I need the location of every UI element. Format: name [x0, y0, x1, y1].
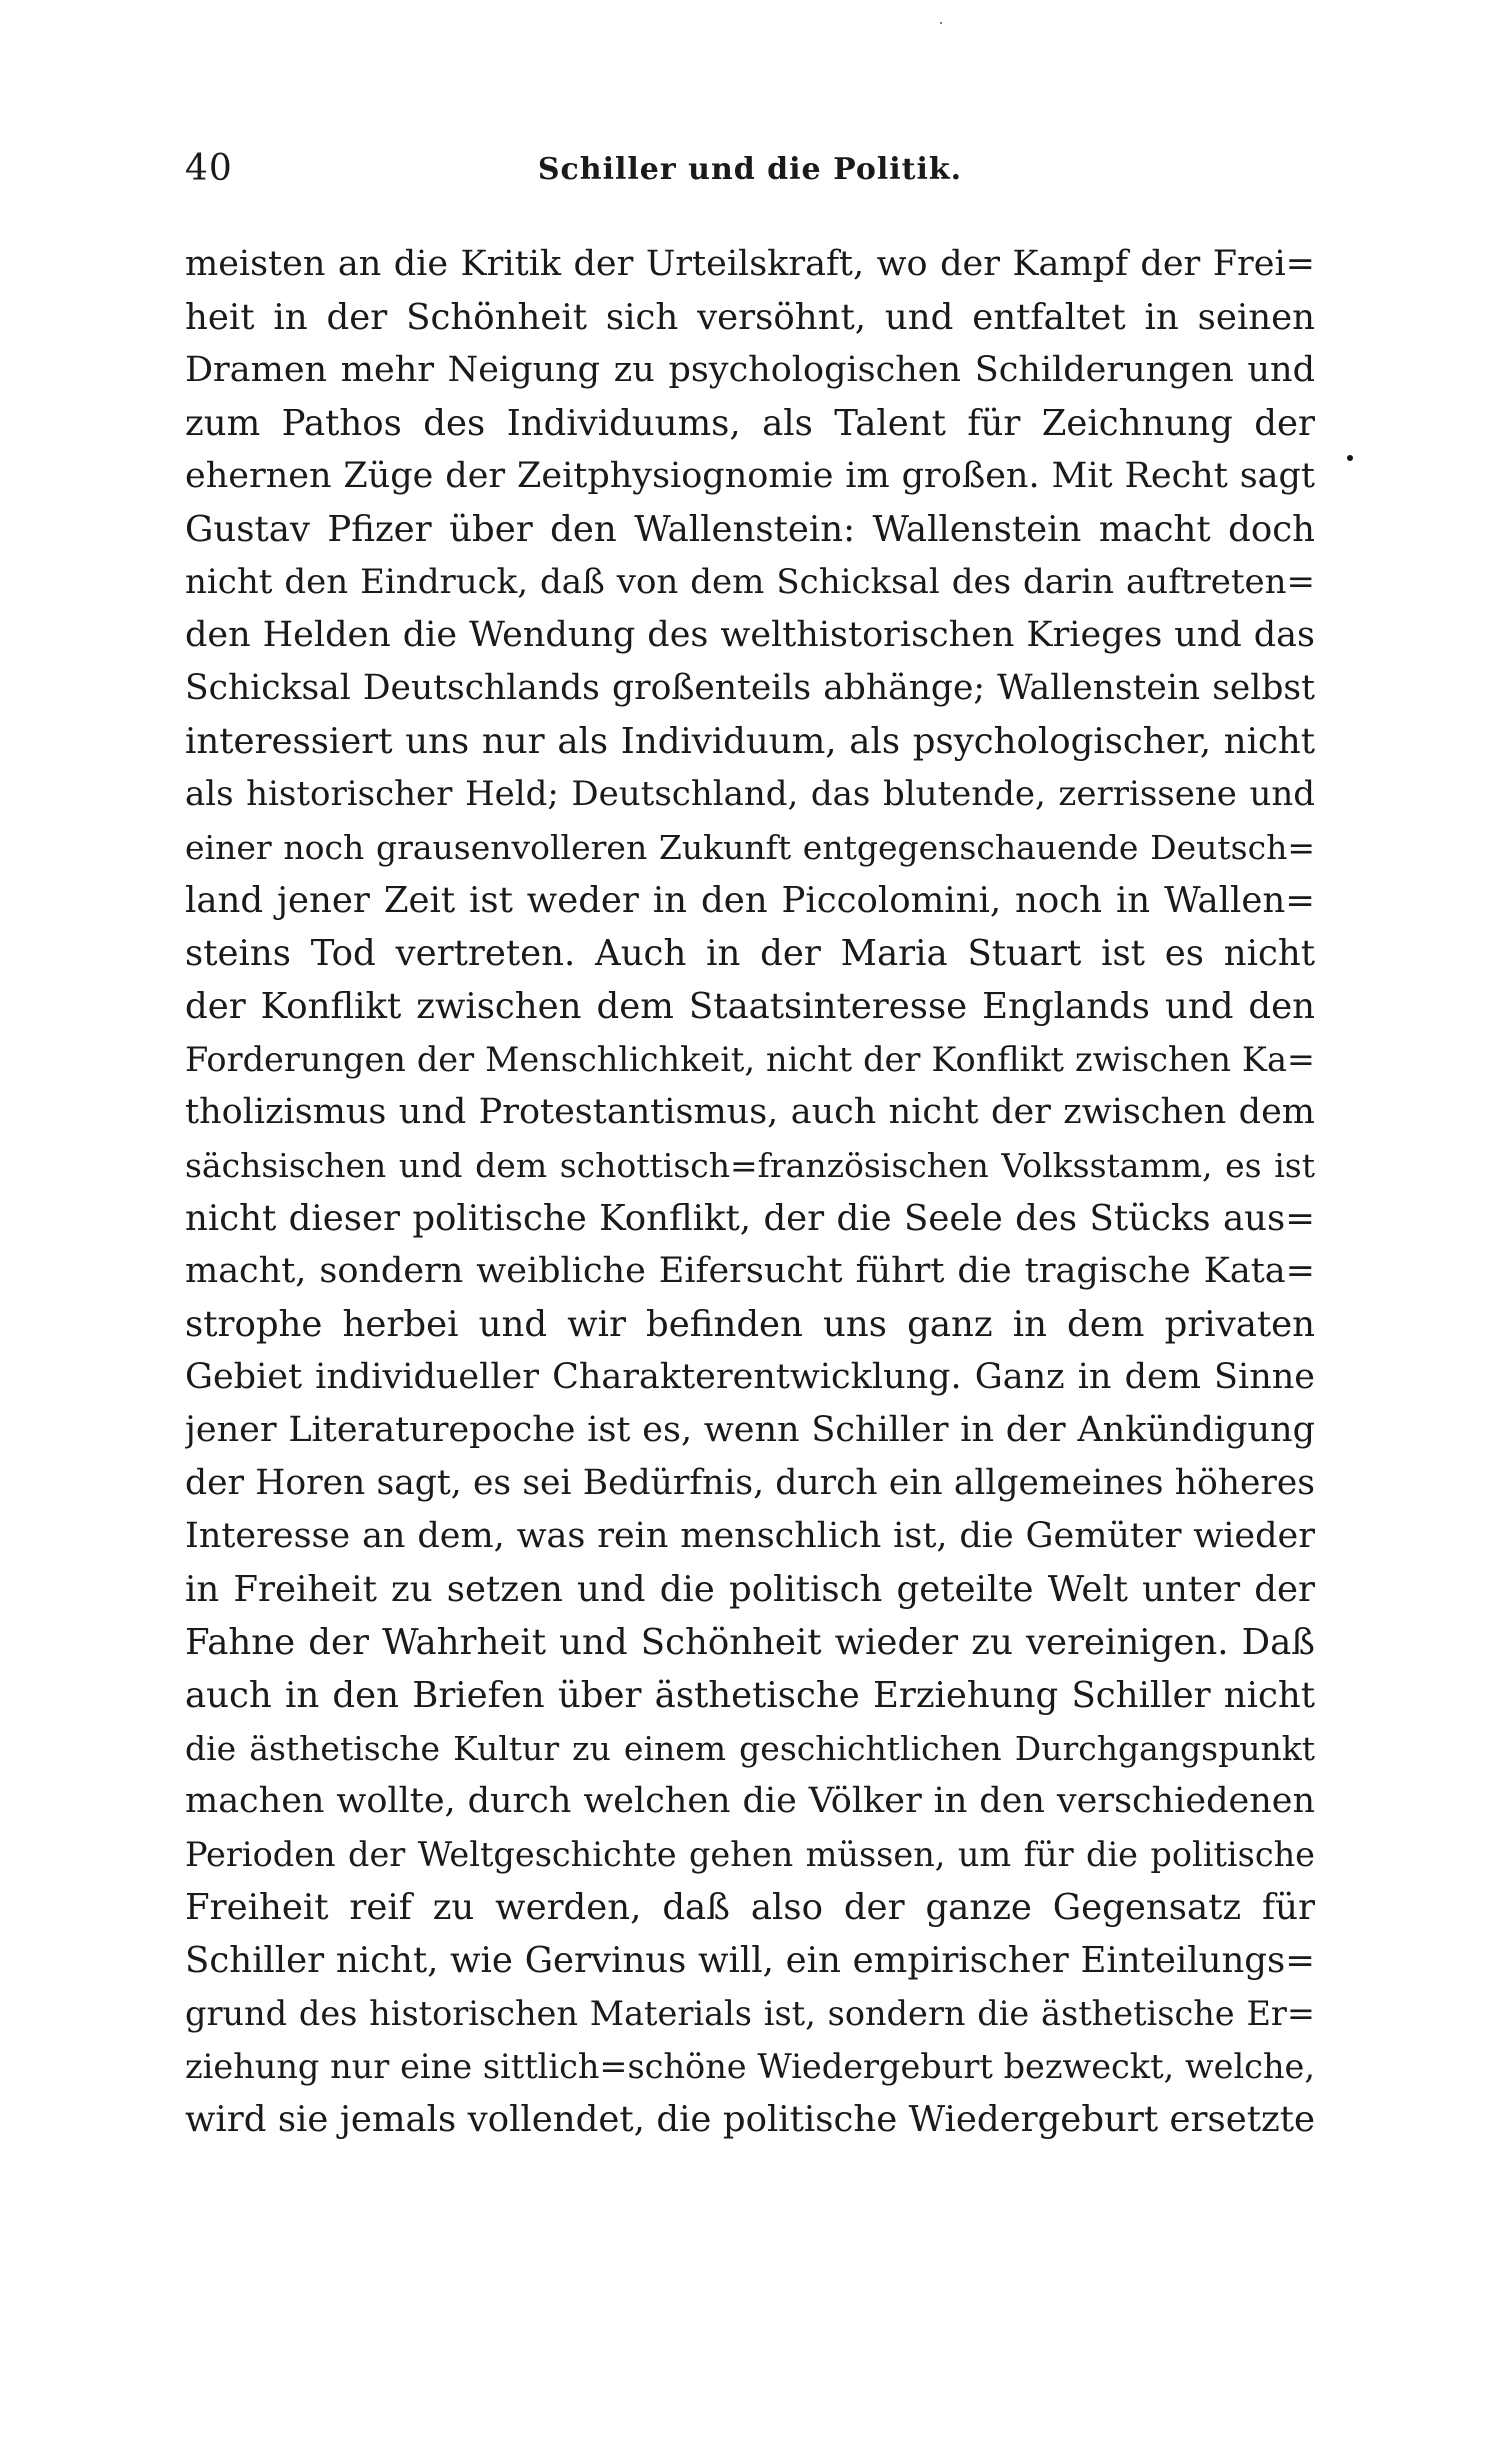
- text-line: jener Literaturepoche ist es, wenn Schiller in der Ankündigung: [185, 1410, 1315, 1450]
- page-header: [185, 148, 1315, 198]
- text-line: Gustav Pfizer über den Wallenstein: Wallenstein macht doch: [185, 509, 1315, 550]
- text-line: zum Pathos des Individuums, als Talent für Zeichnung der: [185, 403, 1315, 444]
- text-line: nicht dieser politische Konflikt, der die Seele des Stücks aus=: [185, 1198, 1315, 1239]
- text-line: sächsischen und dem schottisch=französischen Volksstamm, es ist: [185, 1146, 1315, 1185]
- text-line: den Helden die Wendung des welthistorischen Krieges und das: [185, 615, 1315, 655]
- text-line: heit in der Schönheit sich versöhnt, und entfaltet in seinen: [185, 297, 1315, 338]
- body-text: [185, 238, 1315, 2146]
- text-line: der Konflikt zwischen dem Staatsinteresse Englands und den: [185, 986, 1315, 1027]
- text-line: der Horen sagt, es sei Bedürfnis, durch ein allgemeines höheres: [185, 1463, 1315, 1503]
- text-line: machen wollte, durch welchen die Völker in den verschiedenen: [185, 1781, 1315, 1821]
- page-number: 40: [185, 148, 233, 189]
- ink-dot: [1347, 455, 1353, 461]
- text-line: steins Tod vertreten. Auch in der Maria Stuart ist es nicht: [185, 933, 1315, 974]
- text-line: Schicksal Deutschlands großenteils abhänge; Wallenstein selbst: [185, 668, 1315, 708]
- text-line: land jener Zeit ist weder in den Piccolomini, noch in Wallen=: [185, 880, 1315, 921]
- text-line: ehernen Züge der Zeitphysiognomie im großen. Mit Recht sagt: [185, 456, 1315, 496]
- text-line: die ästhetische Kultur zu einem geschichtlichen Durchgangspunkt: [185, 1729, 1315, 1768]
- text-line: ziehung nur eine sittlich=schöne Wiedergeburt bezweckt, welche,: [185, 2047, 1315, 2086]
- text-line: in Freiheit zu setzen und die politisch geteilte Welt unter der: [185, 1569, 1315, 1610]
- text-line: Fahne der Wahrheit und Schönheit wieder zu vereinigen. Daß: [185, 1622, 1315, 1663]
- text-line: macht, sondern weibliche Eifersucht führt die tragische Kata=: [185, 1251, 1315, 1291]
- text-line: interessiert uns nur als Individuum, als psychologischer, nicht: [185, 721, 1315, 762]
- text-line: grund des historischen Materials ist, sondern die ästhetische Er=: [185, 1994, 1315, 2033]
- text-line: Gebiet individueller Charakterentwicklung. Ganz in dem Sinne: [185, 1357, 1315, 1397]
- text-line: strophe herbei und wir befinden uns ganz in dem privaten: [185, 1304, 1315, 1345]
- text-line: Perioden der Weltgeschichte gehen müssen, um für die politische: [185, 1835, 1315, 1874]
- paper-speck: [940, 22, 942, 24]
- text-line: Interesse an dem, was rein menschlich ist, die Gemüter wieder: [185, 1516, 1315, 1556]
- text-line: tholizismus und Protestantismus, auch nicht der zwischen dem: [185, 1092, 1315, 1132]
- text-line: als historischer Held; Deutschland, das blutende, zerrissene und: [185, 774, 1315, 814]
- text-line: nicht den Eindruck, daß von dem Schicksal des darin auftreten=: [185, 562, 1315, 602]
- text-line: Dramen mehr Neigung zu psychologischen Schilderungen und: [185, 350, 1315, 390]
- running-title: Schiller und die Politik.: [537, 152, 963, 187]
- text-line: meisten an die Kritik der Urteilskraft, wo der Kampf der Frei=: [185, 244, 1315, 284]
- text-line: Schiller nicht, wie Gervinus will, ein empirischer Einteilungs=: [185, 1940, 1315, 1981]
- text-line: auch in den Briefen über ästhetische Erziehung Schiller nicht: [185, 1675, 1315, 1716]
- text-line: wird sie jemals vollendet, die politische Wiedergeburt ersetzte: [185, 2099, 1315, 2140]
- text-line: einer noch grausenvolleren Zukunft entgegenschauende Deutsch=: [185, 828, 1315, 867]
- text-line: Forderungen der Menschlichkeit, nicht der Konflikt zwischen Ka=: [185, 1040, 1315, 1079]
- text-line: Freiheit reif zu werden, daß also der ganze Gegensatz für: [185, 1887, 1315, 1928]
